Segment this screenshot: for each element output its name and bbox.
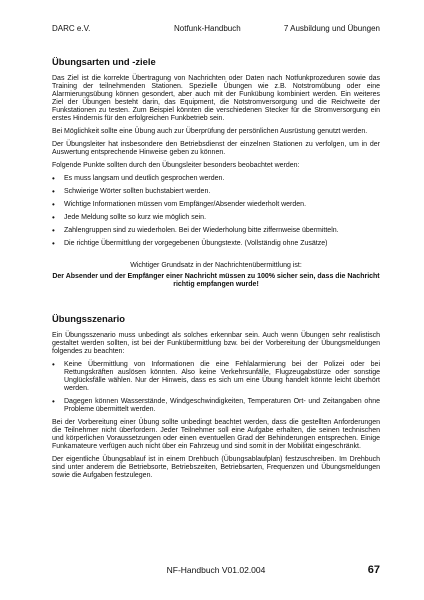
paragraph: Das Ziel ist die korrekte Übertragung von Nachrichten oder Daten nach Notfunkprozeduren sowie das Training der teilnehmenden Stationen. Spezielle Übungen wie z.B. Notstromübung oder eine Alarmierungsübung können gesondert, aber auch mit der Funkübung kombiniert werden. Ein weiteres Ziel der Übungen besteht darin, das Equipment, die Notstromversorgung und die Reichweite der Funkstationen zu testen. Zum Beispiel könnten die verschiedenen Stecker für die Stromversorgung ein erstes Hindernis für den erfolgreichen Funkbetrieb sein. <box>52 75 380 122</box>
paragraph: Bei Möglichkeit sollte eine Übung auch zur Überprüfung der persönlichen Ausrüstung genutzt werden. <box>52 128 368 135</box>
page-content <box>52 56 380 485</box>
scenario-list <box>52 361 380 414</box>
list-item: • Keine Übermittlung von Informationen die eine Fehlalarmierung bei der Polizei oder bei Rettungskräften auslösen könnten. Also keine Verkehrsunfälle, Flugzeugabstürze oder sonstige Unglücksfälle wählen. Nur der Hinweis, dass es sich um eine Übung handelt könnte leicht überhört werden. <box>52 361 380 393</box>
footer-version: NF-Handbuch V01.02.004 <box>166 565 266 575</box>
principle-statement: Der Absender und der Empfänger einer Nachricht müssen zu 100% sicher sein, dass die Nachricht richtig empfangen wurde! <box>52 273 380 288</box>
header-org: DARC e.V. <box>52 24 91 33</box>
header-book-title: Notfunk-Handbuch <box>174 24 241 33</box>
list-item: • Schwierige Wörter sollten buchstabiert werden. <box>52 188 380 196</box>
paragraph: Der Übungsleiter hat insbesondere den Betriebsdienst der einzelnen Stationen zu verfolgen, um in der Auswertung entsprechende Hinweise geben zu können. <box>52 141 380 156</box>
list-item: • Es muss langsam und deutlich gesprochen werden. <box>52 175 380 183</box>
list-item: • Dagegen können Wasserstände, Windgeschwindigkeiten, Temperaturen Ort- und Zeitangaben ohne Probleme übermittelt werden. <box>52 398 380 414</box>
page-number: 67 <box>367 564 380 576</box>
page-footer <box>52 565 380 579</box>
page-header <box>52 24 380 36</box>
section-heading-uebungsszenario: Übungsszenario <box>52 313 125 324</box>
list-item: • Die richtige Übermittlung der vorgegebenen Übungstexte. (Vollständig ohne Zusätze) <box>52 240 380 248</box>
paragraph: Folgende Punkte sollten durch den Übungsleiter besonders beobachtet werden: <box>52 162 300 169</box>
section-heading-uebungsarten: Übungsarten und -ziele <box>52 56 156 67</box>
list-item: • Jede Meldung sollte so kurz wie möglich sein. <box>52 214 380 222</box>
paragraph: Der eigentliche Übungsablauf ist in einem Drehbuch (Übungsablaufplan) festzuschreiben. Im Drehbuch sind unter anderem die Betriebsorte, Betriebszeiten, Betriebsarten, Frequenzen und Übungsmeldungen sowie die Aufgaben festzulegen. <box>52 456 380 479</box>
header-chapter: 7 Ausbildung und Übungen <box>283 24 380 33</box>
list-item: • Zahlengruppen sind zu wiederholen. Bei der Wiederholung bitte ziffernweise übermitteln. <box>52 227 380 235</box>
paragraph: Ein Übungsszenario muss unbedingt als solches erkennbar sein. Auch wenn Übungen sehr realistisch gestaltet werden sollten, ist bei der Funkübermittlung bzw. bei der Vorbereitung der Übungsmeldungen folgendes zu beachten: <box>52 332 380 355</box>
paragraph: Bei der Vorbereitung einer Übung sollte unbedingt beachtet werden, dass die gestellten Anforderungen die Teilnehmer nicht überfordern. Jeder Teilnehmer soll eine Aufgabe erhalten, die seinen technischen und körperlichen Voraussetzungen oder einen eventuellen Grad der Behinderungen entsprechen. Einige Funkamateure verfügen auch nicht über ein Fahrzeug und sind somit in der Mobilität eingeschränkt. <box>52 419 380 450</box>
list-item: • Wichtige Informationen müssen vom Empfänger/Absender wiederholt werden. <box>52 201 380 209</box>
observation-list <box>52 175 380 248</box>
principle-intro: Wichtiger Grundsatz in der Nachrichtenübermittlung ist: <box>130 262 302 269</box>
